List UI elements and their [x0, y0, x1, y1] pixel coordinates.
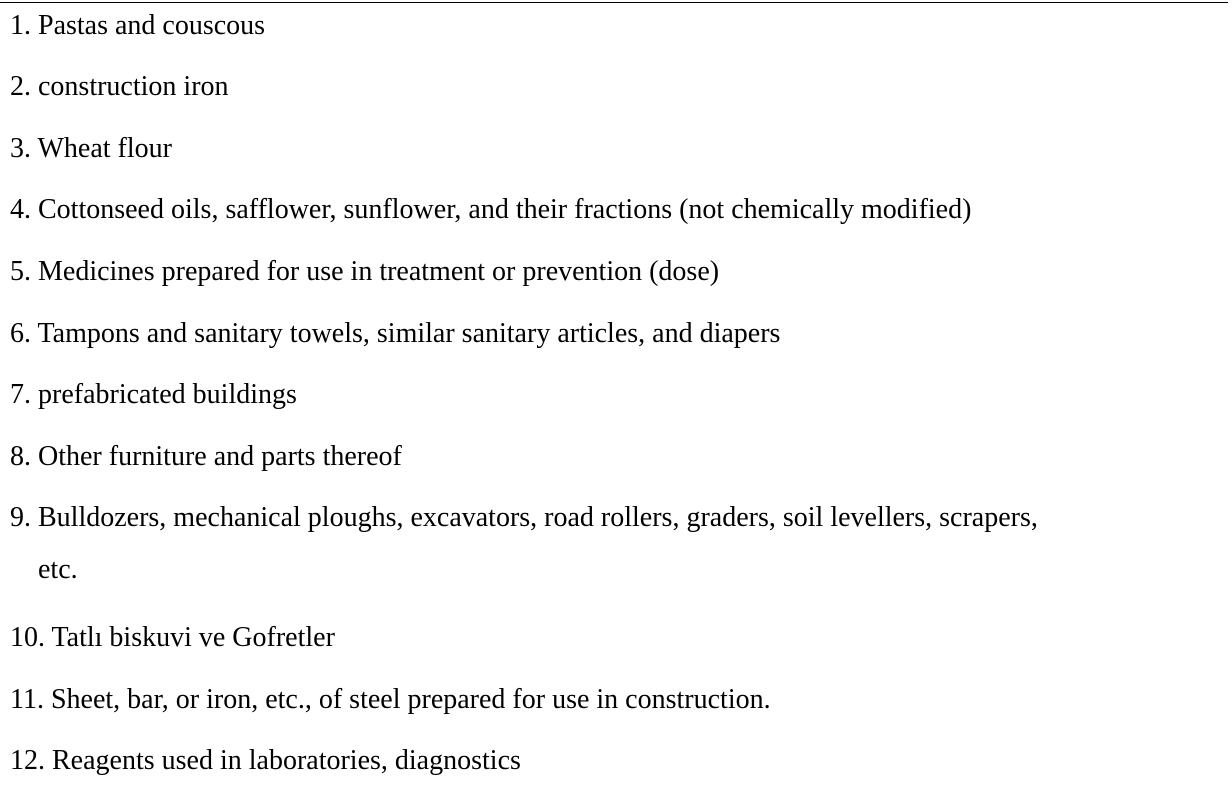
list-item: 10. Tatlı biskuvi ve Gofretler	[10, 622, 335, 653]
list-item: 5. Medicines prepared for use in treatment or prevention (dose)	[10, 256, 720, 287]
list-item	[10, 500, 1226, 585]
top-rule-divider	[0, 2, 1228, 3]
list-item-continuation: etc.	[38, 554, 78, 585]
list-item: 11. Sheet, bar, or iron, etc., of steel prepared for use in construction.	[10, 684, 771, 715]
list-item: 12. Reagents used in laboratories, diagnostics	[10, 745, 521, 776]
list-item: 1. Pastas and couscous	[10, 10, 266, 41]
list-item: 2. construction iron	[10, 71, 229, 102]
list-item: 3. Wheat flour	[10, 133, 172, 164]
list-item: 7. prefabricated buildings	[10, 379, 297, 410]
list-item: 6. Tampons and sanitary towels, similar sanitary articles, and diapers	[10, 318, 781, 349]
list-item: 4. Cottonseed oils, safflower, sunflower, and their fractions (not chemically modified)	[10, 194, 972, 225]
list-item-text: 9. Bulldozers, mechanical ploughs, excavators, road rollers, graders, soil levellers, scrapers,	[10, 502, 1038, 533]
list-item: 8. Other furniture and parts thereof	[10, 441, 402, 472]
